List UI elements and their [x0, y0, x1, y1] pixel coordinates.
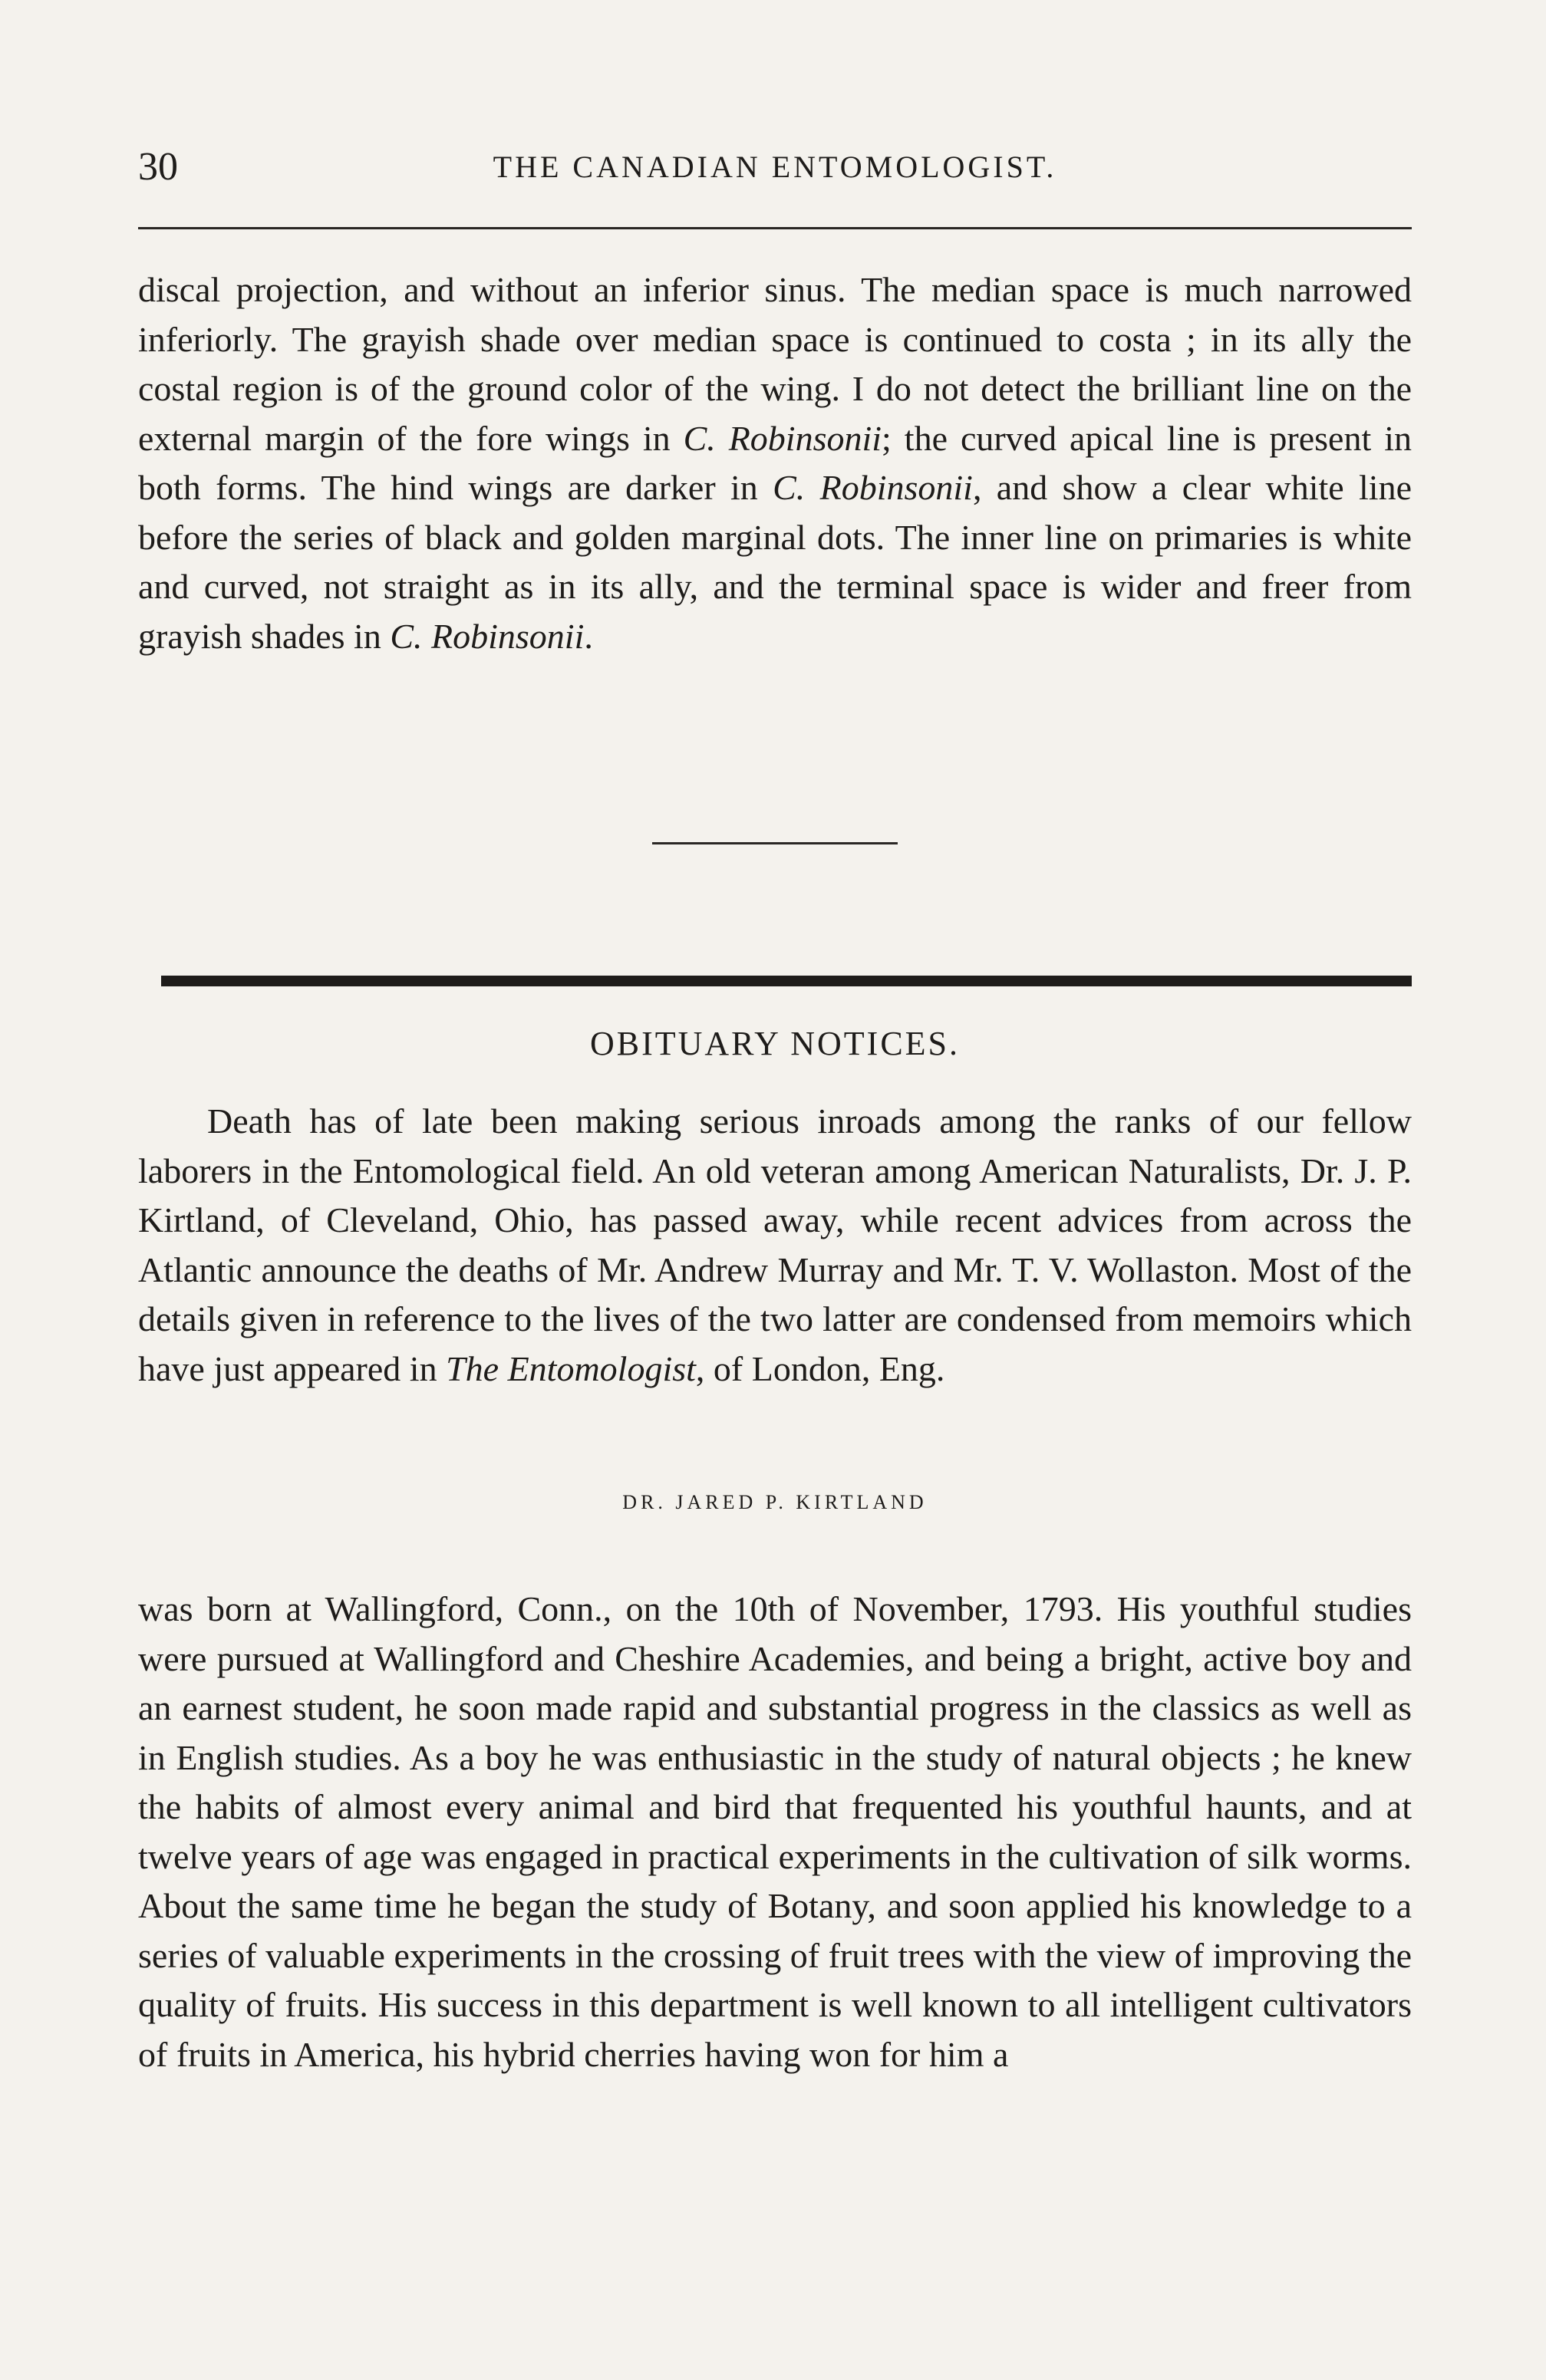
species-name: C. Robinsonii — [683, 418, 882, 458]
running-title: THE CANADIAN ENTOMOLOGIST. — [493, 150, 1057, 184]
species-name: C. Robinsonii — [390, 616, 585, 656]
intro-text — [138, 265, 1412, 661]
kirtland-text — [138, 1585, 1412, 2079]
thick-rule — [161, 976, 1412, 986]
kirtland-paragraph: was born at Wallingford, Conn., on the 10th of November, 1793. His youthful studies were pursued at Wallingford and Cheshire Academies, and being a bright, active boy and an earnest student, he soon made rapid and substantial progress in the classics as well as in English studies. As a boy he was enthusiastic in the study of natural objects ; he knew the habits of almost every animal and bird that frequented his youthful haunts, and at twelve years of age was engaged in practical experiments in the cultivation of silk worms. About the same time he began the study of Botany, and soon applied his knowledge to a series of valuable experiments in the crossing of fruit trees with the view of improving the quality of fruits. His success in this department is well known to all intelligent cultivators of fruits in America, his hybrid cherries having won for him a — [138, 1589, 1412, 2074]
section-title: OBITUARY NOTICES. — [589, 1025, 961, 1062]
species-name: C. Robinsonii — [773, 468, 973, 507]
journal-name: The Entomologist — [446, 1348, 696, 1388]
section-divider — [652, 842, 898, 844]
subsection-heading: DR. JARED P. KIRTLAND — [622, 1491, 928, 1513]
obituary-paragraph: Death has of late been making serious inroads among the ranks of our fellow laborers in the Entomological field. An old veteran among American Naturalists, Dr. J. P. Kirtland, of Cleveland, Ohio, has passed away, while recent advices from across the Atlantic announce the deaths of Mr. Andrew Murray and Mr. T. V. Wollaston. Most of the details given in reference to the lives of the two latter are condensed from memoirs which have just appeared in The Entomologist, of London, Eng. — [138, 1101, 1412, 1388]
obituary-intro — [138, 1097, 1412, 1394]
header-rule — [138, 227, 1412, 229]
intro-paragraph: discal projection, and without an inferior sinus. The median space is much narrowed inferiorly. The grayish shade over median space is continued to costa ; in its ally the costal region is of the ground color of the wing. I do not detect the brilliant line on the external margin of the fore wings in C. Robinsonii; the curved apical line is present in both forms. The hind wings are darker in C. Robinsonii, and show a clear white line before the series of black and golden marginal dots. The inner line on primaries is white and curved, not straight as in its ally, and the terminal space is wider and freer from grayish shades in C. Robinsonii. — [138, 270, 1412, 656]
page-number: 30 — [138, 145, 178, 189]
page-header — [138, 137, 1412, 198]
